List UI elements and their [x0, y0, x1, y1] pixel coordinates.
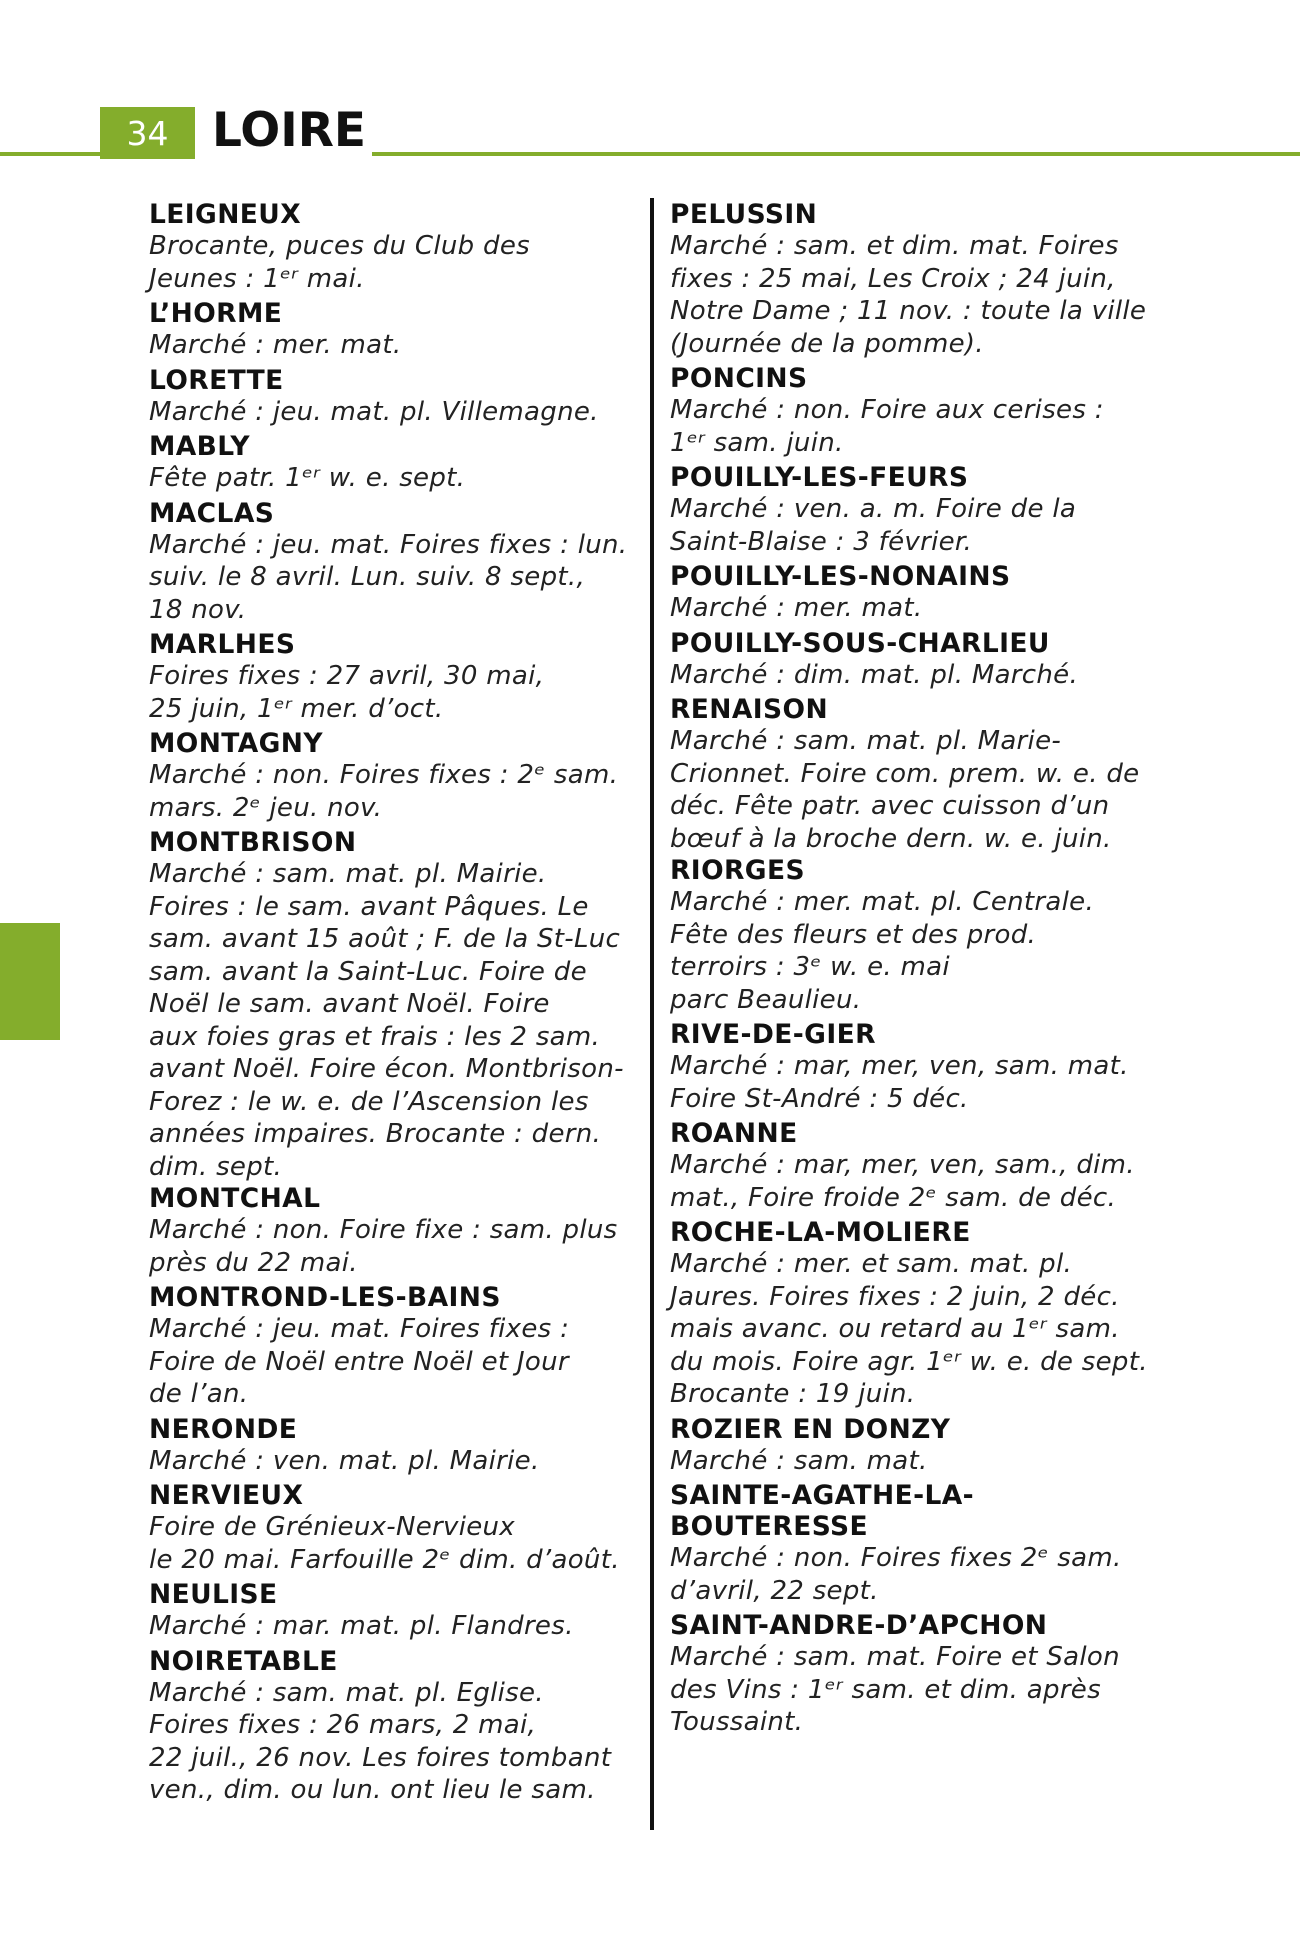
town-name: NEULISE — [149, 1579, 278, 1610]
town-description: Marché : sam. mat. pl. Mairie. Foires : le sam. avant Pâques. Le sam. avant 15 août ; F. de la St-Luc sam. avant la Saint-Luc. Foire de Noël le sam. avant Noël. Foire aux foies gras et frais : les 2 sam. avant Noël. Foire écon. Montbrison- Forez : le w. e. de l’Ascension les années impaires. Brocante : dern. dim. sept. — [149, 859, 624, 1182]
entry-sainte-agathe-la-bouteresse — [670, 1480, 1270, 1607]
town-description: Marché : non. Foires fixes : 2ᵉ sam. mars. 2ᵉ jeu. nov. — [149, 760, 619, 823]
entry-neronde — [149, 1414, 644, 1478]
town-description: Marché : sam. mat. — [670, 1445, 928, 1476]
town-name: SAINTE-AGATHE-LA- BOUTERESSE — [670, 1480, 975, 1542]
town-description: Foires fixes : 27 avril, 30 mai, 25 juin, 1ᵉʳ mer. d’oct. — [149, 661, 545, 724]
town-name: RENAISON — [670, 694, 829, 725]
town-description: Marché : non. Foires fixes 2ᵉ sam. d’avril, 22 sept. — [670, 1543, 1122, 1606]
side-tab-marker — [0, 923, 60, 1040]
entry-saint-andre-dapchon — [670, 1610, 1270, 1739]
town-name: MACLAS — [149, 497, 275, 529]
entry-leigneux — [149, 199, 644, 295]
town-name: ROANNE — [670, 1118, 798, 1149]
town-description: Marché : mar, mer, ven, sam. mat. Foire St-André : 5 déc. — [670, 1051, 1129, 1114]
town-description: Marché : non. Foire fixe : sam. plus près du 22 mai. — [149, 1215, 618, 1278]
entry-montbrison — [149, 827, 644, 1183]
town-description: Marché : mer. et sam. mat. pl. Jaures. Foires fixes : 2 juin, 2 déc. mais avanc. ou retard au 1ᵉʳ sam. du mois. Foire agr. 1ᵉʳ w. e. de sept. Brocante : 19 juin. — [670, 1249, 1148, 1409]
town-name: L’HORME — [149, 298, 283, 329]
town-description: Marché : sam. mat. pl. Eglise. Foires fixes : 26 mars, 2 mai, 22 juil., 26 nov. Les foires tombant ven., dim. ou lun. ont lieu le sam. — [149, 1677, 612, 1805]
entry-poncins — [670, 363, 1270, 459]
town-name: PELUSSIN — [670, 199, 818, 230]
entry-nervieux — [149, 1480, 644, 1576]
town-name: MONTCHAL — [149, 1183, 321, 1214]
entry-maclas — [149, 498, 644, 627]
entry-montrond-les-bains — [149, 1282, 644, 1411]
town-description: Marché : mer. mat. pl. Centrale. Fête des fleurs et des prod. terroirs : 3ᵉ w. e. mai parc Beaulieu. — [670, 887, 1095, 1015]
town-description: Marché : mar, mer, ven, sam., dim. mat., Foire froide 2ᵉ sam. de déc. — [670, 1150, 1135, 1213]
town-name: NERONDE — [149, 1413, 298, 1445]
town-description: Marché : non. Foire aux cerises : 1ᵉʳ sam. juin. — [670, 395, 1104, 458]
town-description: Marché : mer. mat. — [670, 593, 923, 623]
town-name: NOIRETABLE — [149, 1645, 338, 1677]
town-description: Marché : jeu. mat. pl. Villemagne. — [149, 396, 599, 427]
town-description: Marché : jeu. mat. Foires fixes : lun. suiv. le 8 avril. Lun. suiv. 8 sept., 18 nov. — [149, 529, 628, 625]
entry-pouilly-sous-charlieu — [670, 628, 1270, 692]
town-name: MONTROND-LES-BAINS — [149, 1282, 501, 1313]
town-description: Marché : ven. a. m. Foire de la Saint-Blaise : 3 février. — [670, 494, 1077, 557]
entry-roche-la-moliere — [670, 1217, 1270, 1411]
town-name: PONCINS — [670, 363, 808, 394]
town-name: POUILLY-LES-FEURS — [670, 462, 969, 493]
town-name: RIORGES — [670, 855, 805, 886]
right-column — [670, 199, 1270, 1739]
header-rule-left — [0, 152, 100, 156]
entry-lhorme — [149, 298, 644, 362]
town-name: RIVE-DE-GIER — [670, 1019, 876, 1050]
town-description: Brocante, puces du Club des Jeunes : 1ᵉʳ mai. — [149, 231, 530, 294]
entry-rive-de-gier — [670, 1019, 1270, 1115]
town-description: Marché : sam. mat. pl. Marie- Crionnet. Foire com. prem. w. e. de déc. Fête patr. avec cuisson d’un bœuf à la broche dern. w. e. juin. — [670, 726, 1140, 854]
column-divider — [650, 198, 654, 1830]
town-description: Foire de Grénieux-Nervieux le 20 mai. Farfouille 2ᵉ dim. d’août. — [149, 1512, 620, 1575]
town-description: Marché : jeu. mat. Foires fixes : Foire de Noël entre Noël et Jour de l’an. — [149, 1314, 570, 1409]
entry-mably — [149, 431, 644, 495]
town-name: POUILLY-SOUS-CHARLIEU — [670, 627, 1050, 659]
town-name: LORETTE — [149, 364, 284, 396]
page-number: 34 — [100, 107, 195, 159]
entry-roanne — [670, 1118, 1270, 1214]
entry-pouilly-les-nonains — [670, 561, 1270, 625]
town-name: SAINT-ANDRE-D’APCHON — [670, 1610, 1048, 1641]
town-name: ROCHE-LA-MOLIERE — [670, 1217, 971, 1248]
town-description: Marché : dim. mat. pl. Marché. — [670, 659, 1079, 690]
town-name: MABLY — [149, 431, 251, 462]
entry-montagny — [149, 728, 644, 824]
header-rule-right — [372, 152, 1300, 156]
left-column — [149, 199, 644, 1807]
town-name: ROZIER EN DONZY — [670, 1413, 951, 1445]
town-description: Fête patr. 1ᵉʳ w. e. sept. — [149, 463, 466, 493]
entry-rozier-en-donzy — [670, 1414, 1270, 1478]
town-name: MONTAGNY — [149, 728, 323, 759]
entry-renaison — [670, 694, 1270, 855]
entry-lorette — [149, 365, 644, 429]
town-name: MARLHES — [149, 629, 296, 660]
section-title: LOIRE — [212, 103, 367, 158]
entry-pouilly-les-feurs — [670, 462, 1270, 558]
town-name: LEIGNEUX — [149, 199, 302, 230]
town-description: Marché : mar. mat. pl. Flandres. — [149, 1611, 574, 1641]
entry-riorges — [670, 855, 1270, 1016]
town-description: Marché : sam. mat. Foire et Salon des Vins : 1ᵉʳ sam. et dim. après Toussaint. — [670, 1642, 1120, 1737]
town-name: POUILLY-LES-NONAINS — [670, 561, 1011, 592]
town-name: MONTBRISON — [149, 827, 357, 858]
entry-noiretable — [149, 1646, 644, 1807]
entry-marlhes — [149, 629, 644, 725]
town-description: Marché : ven. mat. pl. Mairie. — [149, 1445, 540, 1476]
entry-montchal — [149, 1183, 644, 1279]
entry-pelussin — [670, 199, 1270, 360]
entry-neulise — [149, 1579, 644, 1643]
town-description: Marché : sam. et dim. mat. Foires fixes : 25 mai, Les Croix ; 24 juin, Notre Dame ; 11 nov. : toute la ville (Journée de la pomme). — [670, 231, 1147, 359]
town-name: NERVIEUX — [149, 1480, 304, 1511]
town-description: Marché : mer. mat. — [149, 330, 402, 360]
